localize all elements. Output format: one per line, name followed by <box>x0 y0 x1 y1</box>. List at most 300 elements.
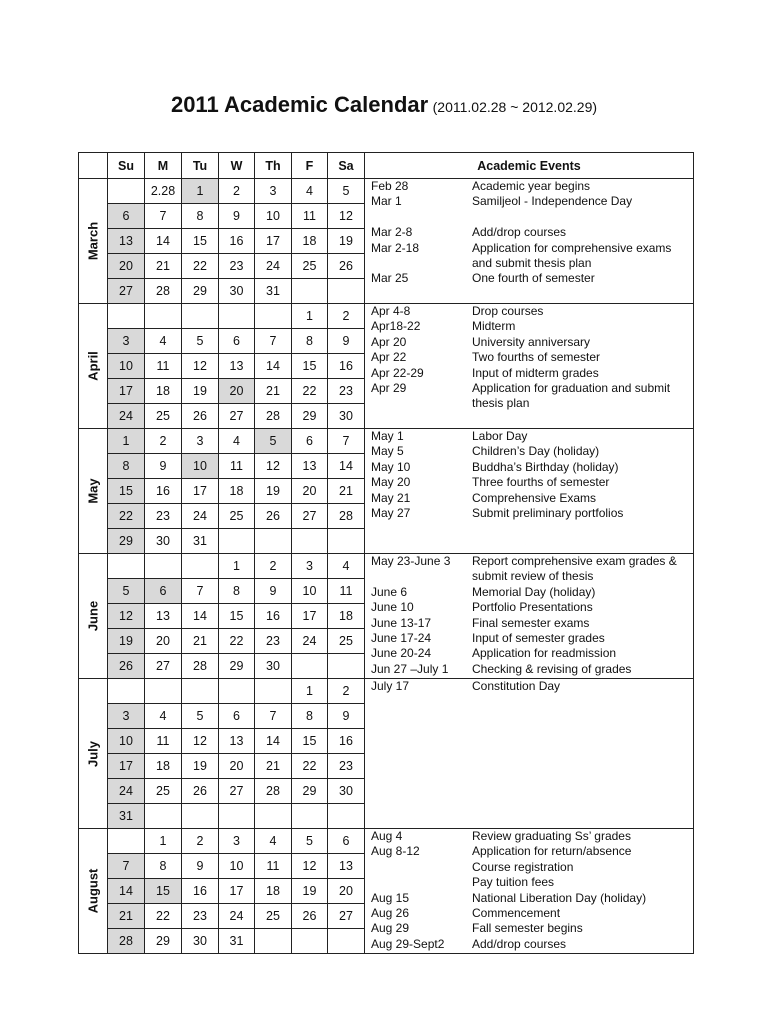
day-cell <box>108 679 145 704</box>
day-cell: 15 <box>145 879 182 904</box>
day-cell: 15 <box>182 229 219 254</box>
event-date: Apr 29 <box>371 381 407 396</box>
day-cell: 21 <box>255 754 292 779</box>
day-cell: 26 <box>328 254 365 279</box>
day-cell: 1 <box>292 679 328 704</box>
event-date <box>365 210 472 225</box>
header-row <box>79 153 694 179</box>
event-line <box>365 891 693 906</box>
day-cell: 10 <box>219 854 255 879</box>
day-cell: 14 <box>182 604 219 629</box>
event-line <box>365 600 693 615</box>
day-cell: 25 <box>145 404 182 429</box>
day-cell: 23 <box>328 754 365 779</box>
day-cell: 13 <box>219 354 255 379</box>
day-cell: 29 <box>182 279 219 304</box>
day-cell: 8 <box>108 454 145 479</box>
event-description: Final semester exams <box>472 615 590 630</box>
month-label-cell <box>79 679 108 829</box>
day-cell: 8 <box>219 579 255 604</box>
month-name: August <box>85 868 101 914</box>
event-line <box>365 194 693 209</box>
event-description: Input of semester grades <box>472 631 605 646</box>
day-cell: 3 <box>219 829 255 854</box>
day-cell: 24 <box>182 504 219 529</box>
day-cell: 29 <box>292 779 328 804</box>
day-cell: 14 <box>108 879 145 904</box>
day-cell: 4 <box>255 829 292 854</box>
day-cell: 2 <box>145 429 182 454</box>
calendar-table <box>78 152 694 954</box>
day-cell: 27 <box>219 779 255 804</box>
month-name: June <box>85 600 101 632</box>
event-description: Checking & revising of grades <box>472 661 632 676</box>
event-description: Memorial Day (holiday) <box>472 584 596 599</box>
event-line <box>365 921 693 936</box>
event-line <box>365 396 693 411</box>
day-cell <box>219 304 255 329</box>
day-cell: 27 <box>292 504 328 529</box>
month-label-cell <box>79 429 108 554</box>
event-description: Report comprehensive exam grades & <box>472 554 677 568</box>
day-cell: 2 <box>219 179 255 204</box>
events-cell <box>365 429 694 554</box>
day-cell <box>219 529 255 554</box>
day-cell <box>328 279 365 304</box>
day-cell: 18 <box>145 754 182 779</box>
event-date: Mar 1 <box>371 194 402 209</box>
event-line <box>365 662 693 677</box>
day-cell: 11 <box>328 579 365 604</box>
event-description: and submit thesis plan <box>472 256 592 271</box>
day-cell: 16 <box>182 879 219 904</box>
day-cell: 31 <box>182 529 219 554</box>
day-cell <box>255 929 292 954</box>
event-date: Apr 4-8 <box>371 304 411 318</box>
day-cell: 30 <box>328 779 365 804</box>
day-cell: 16 <box>328 354 365 379</box>
day-cell: 12 <box>328 204 365 229</box>
day-cell: 31 <box>255 279 292 304</box>
day-cell: 19 <box>255 479 292 504</box>
day-cell <box>328 654 365 679</box>
day-cell: 15 <box>292 729 328 754</box>
event-line <box>365 875 693 890</box>
day-cell: 7 <box>182 579 219 604</box>
event-date: Aug 29 <box>371 921 410 936</box>
day-cell: 21 <box>145 254 182 279</box>
event-line <box>365 381 693 396</box>
month-label-cell <box>79 304 108 429</box>
day-cell: 14 <box>145 229 182 254</box>
day-cell <box>255 804 292 829</box>
day-cell: 16 <box>255 604 292 629</box>
event-date: June 6 <box>371 584 408 599</box>
event-date: June 13-17 <box>371 615 432 630</box>
day-cell: 5 <box>182 704 219 729</box>
day-cell: 8 <box>292 704 328 729</box>
events-cell <box>365 829 694 954</box>
day-cell: 19 <box>182 379 219 404</box>
event-description: Review graduating Ss’ grades <box>472 829 631 843</box>
day-cell <box>108 179 145 204</box>
day-cell <box>292 529 328 554</box>
day-cell: 12 <box>182 354 219 379</box>
day-cell: 15 <box>219 604 255 629</box>
day-cell <box>292 654 328 679</box>
day-cell: 7 <box>328 429 365 454</box>
day-cell: 11 <box>145 354 182 379</box>
day-cell: 26 <box>292 904 328 929</box>
day-cell <box>108 554 145 579</box>
day-cell: 12 <box>182 729 219 754</box>
day-cell: 23 <box>255 629 292 654</box>
month-name: March <box>85 221 101 261</box>
event-line <box>365 304 693 319</box>
day-cell: 3 <box>255 179 292 204</box>
day-cell: 18 <box>255 879 292 904</box>
event-line <box>365 829 693 844</box>
event-line <box>365 335 693 350</box>
event-description <box>472 210 690 225</box>
event-date: Apr 22 <box>371 350 407 365</box>
day-cell: 8 <box>292 329 328 354</box>
day-cell: 2 <box>182 829 219 854</box>
week-row <box>79 429 694 454</box>
day-cell: 17 <box>292 604 328 629</box>
event-line <box>365 460 693 475</box>
day-cell: 11 <box>292 204 328 229</box>
day-cell: 30 <box>328 404 365 429</box>
event-line <box>365 906 693 921</box>
day-cell: 6 <box>292 429 328 454</box>
day-cell: 10 <box>255 204 292 229</box>
day-cell: 7 <box>108 854 145 879</box>
event-line <box>365 491 693 506</box>
day-cell: 26 <box>255 504 292 529</box>
day-cell: 26 <box>108 654 145 679</box>
day-cell: 3 <box>108 329 145 354</box>
day-cell: 21 <box>255 379 292 404</box>
header-day: Tu <box>182 153 219 179</box>
day-cell: 4 <box>145 704 182 729</box>
event-line <box>365 179 693 194</box>
day-cell: 14 <box>255 354 292 379</box>
day-cell: 27 <box>145 654 182 679</box>
event-line <box>365 679 693 694</box>
day-cell: 29 <box>292 404 328 429</box>
event-date: May 20 <box>371 475 411 490</box>
day-cell: 25 <box>255 904 292 929</box>
event-description: Children’s Day (holiday) <box>472 444 600 459</box>
event-description: submit review of thesis <box>472 569 594 584</box>
day-cell <box>219 679 255 704</box>
day-cell: 3 <box>108 704 145 729</box>
day-cell <box>219 804 255 829</box>
day-cell: 2 <box>328 679 365 704</box>
event-description: Comprehensive Exams <box>472 490 597 505</box>
day-cell <box>108 304 145 329</box>
header-day: M <box>145 153 182 179</box>
event-line <box>365 506 693 521</box>
day-cell: 3 <box>182 429 219 454</box>
day-cell <box>255 304 292 329</box>
event-line <box>365 225 693 240</box>
month-name: May <box>85 478 101 504</box>
event-date <box>365 396 472 411</box>
day-cell: 29 <box>108 529 145 554</box>
day-cell: 9 <box>219 204 255 229</box>
event-date: Aug 4 <box>371 829 403 843</box>
day-cell: 10 <box>292 579 328 604</box>
day-cell: 20 <box>108 254 145 279</box>
day-cell <box>108 829 145 854</box>
event-description: Application for return/absence <box>472 844 632 859</box>
day-cell: 26 <box>182 779 219 804</box>
month-name: April <box>85 351 101 381</box>
day-cell: 20 <box>219 379 255 404</box>
day-cell <box>145 304 182 329</box>
event-date <box>365 875 472 890</box>
day-cell: 28 <box>255 404 292 429</box>
event-description: Drop courses <box>472 304 544 318</box>
event-line <box>365 475 693 490</box>
day-cell: 13 <box>328 854 365 879</box>
day-cell: 20 <box>328 879 365 904</box>
day-cell: 15 <box>292 354 328 379</box>
event-date: June 17-24 <box>371 631 432 646</box>
day-cell: 27 <box>108 279 145 304</box>
day-cell <box>328 804 365 829</box>
day-cell: 18 <box>219 479 255 504</box>
day-cell: 11 <box>145 729 182 754</box>
day-cell: 17 <box>182 479 219 504</box>
day-cell <box>255 529 292 554</box>
month-name: July <box>85 740 101 767</box>
day-cell: 12 <box>108 604 145 629</box>
event-line <box>365 937 693 952</box>
day-cell: 7 <box>255 329 292 354</box>
day-cell <box>292 929 328 954</box>
event-description: Application for readmission <box>472 646 617 661</box>
day-cell: 6 <box>145 579 182 604</box>
day-cell: 2 <box>255 554 292 579</box>
day-cell: 23 <box>219 254 255 279</box>
events-cell <box>365 179 694 304</box>
header-blank <box>79 153 108 179</box>
day-cell: 8 <box>145 854 182 879</box>
event-line <box>365 860 693 875</box>
event-line <box>365 271 693 286</box>
day-cell: 1 <box>182 179 219 204</box>
event-description: Buddha’s Birthday (holiday) <box>472 459 619 474</box>
event-description: Submit preliminary portfolios <box>472 506 624 521</box>
event-line <box>365 569 693 584</box>
day-cell <box>182 304 219 329</box>
day-cell: 18 <box>292 229 328 254</box>
month-label-cell <box>79 179 108 304</box>
event-date: Aug 26 <box>371 906 410 921</box>
month-label-cell <box>79 554 108 679</box>
event-date: May 27 <box>371 506 411 521</box>
day-cell: 22 <box>182 254 219 279</box>
event-description: Labor Day <box>472 429 528 443</box>
day-cell: 26 <box>182 404 219 429</box>
day-cell: 30 <box>182 929 219 954</box>
header-day: W <box>219 153 255 179</box>
event-date <box>365 256 472 271</box>
day-cell <box>292 804 328 829</box>
week-row <box>79 679 694 704</box>
day-cell <box>182 804 219 829</box>
day-cell <box>182 679 219 704</box>
day-cell: 5 <box>328 179 365 204</box>
event-date: Aug 29-Sept2 <box>371 936 445 951</box>
day-cell: 9 <box>145 454 182 479</box>
day-cell: 6 <box>328 829 365 854</box>
event-description: Commencement <box>472 906 561 921</box>
day-cell: 20 <box>219 754 255 779</box>
day-cell: 21 <box>108 904 145 929</box>
day-cell: 16 <box>328 729 365 754</box>
day-cell: 19 <box>292 879 328 904</box>
day-cell: 29 <box>219 654 255 679</box>
event-line <box>365 319 693 334</box>
day-cell: 19 <box>328 229 365 254</box>
event-description: Application for graduation and submit <box>472 381 671 396</box>
day-cell: 6 <box>219 329 255 354</box>
event-date: May 23-June 3 <box>371 554 451 568</box>
event-date: Mar 2-8 <box>371 225 413 240</box>
month-label-cell <box>79 829 108 954</box>
day-cell: 25 <box>292 254 328 279</box>
week-row <box>79 179 694 204</box>
event-date: June 20-24 <box>371 646 432 661</box>
event-line <box>365 585 693 600</box>
event-date: May 5 <box>371 444 404 459</box>
event-date: Aug 15 <box>371 890 410 905</box>
day-cell: 1 <box>219 554 255 579</box>
day-cell <box>255 679 292 704</box>
day-cell: 6 <box>108 204 145 229</box>
event-description: Course registration <box>472 859 574 874</box>
day-cell: 21 <box>182 629 219 654</box>
day-cell: 3 <box>292 554 328 579</box>
day-cell: 24 <box>255 254 292 279</box>
day-cell: 24 <box>219 904 255 929</box>
day-cell: 15 <box>108 479 145 504</box>
event-date: Apr18-22 <box>371 319 421 334</box>
day-cell: 16 <box>145 479 182 504</box>
day-cell: 30 <box>145 529 182 554</box>
day-cell: 23 <box>145 504 182 529</box>
day-cell: 18 <box>145 379 182 404</box>
week-row <box>79 829 694 854</box>
day-cell: 4 <box>328 554 365 579</box>
day-cell: 5 <box>108 579 145 604</box>
day-cell: 20 <box>145 629 182 654</box>
event-line <box>365 646 693 661</box>
event-line <box>365 631 693 646</box>
event-description: Pay tuition fees <box>472 875 555 890</box>
day-cell: 5 <box>255 429 292 454</box>
day-cell: 1 <box>292 304 328 329</box>
day-cell: 28 <box>328 504 365 529</box>
day-cell: 28 <box>182 654 219 679</box>
events-cell <box>365 304 694 429</box>
day-cell: 19 <box>182 754 219 779</box>
day-cell: 1 <box>108 429 145 454</box>
week-row <box>79 554 694 579</box>
day-cell: 12 <box>255 454 292 479</box>
page-title <box>0 92 768 118</box>
event-date: May 10 <box>371 459 411 474</box>
day-cell: 25 <box>145 779 182 804</box>
event-line <box>365 241 693 256</box>
day-cell: 13 <box>145 604 182 629</box>
day-cell: 31 <box>108 804 145 829</box>
calendar-body <box>79 179 694 954</box>
day-cell: 9 <box>255 579 292 604</box>
day-cell: 9 <box>328 704 365 729</box>
day-cell: 23 <box>328 379 365 404</box>
day-cell: 24 <box>292 629 328 654</box>
day-cell: 22 <box>219 629 255 654</box>
event-date <box>365 569 472 584</box>
event-date: May 1 <box>371 429 404 443</box>
header-day: Su <box>108 153 145 179</box>
event-description: Portfolio Presentations <box>472 600 593 615</box>
event-description: Input of midterm grades <box>472 365 599 380</box>
event-description: Midterm <box>472 319 516 334</box>
day-cell: 2.28 <box>145 179 182 204</box>
event-line <box>365 366 693 381</box>
event-date: Mar 2-18 <box>371 240 420 255</box>
event-date: Aug 8-12 <box>371 844 420 859</box>
day-cell: 27 <box>219 404 255 429</box>
event-description: National Liberation Day (holiday) <box>472 890 647 905</box>
event-date: Jun 27 –July 1 <box>371 661 449 676</box>
day-cell: 23 <box>182 904 219 929</box>
event-date: Apr 20 <box>371 334 407 349</box>
day-cell <box>328 529 365 554</box>
title-main: 2011 Academic Calendar <box>170 92 429 117</box>
day-cell: 10 <box>182 454 219 479</box>
day-cell: 1 <box>145 829 182 854</box>
day-cell: 22 <box>292 754 328 779</box>
event-date: June 10 <box>371 600 414 615</box>
event-line <box>365 616 693 631</box>
day-cell: 27 <box>328 904 365 929</box>
event-description: Add/drop courses <box>472 936 567 951</box>
day-cell: 11 <box>255 854 292 879</box>
event-line <box>365 554 693 569</box>
day-cell: 25 <box>219 504 255 529</box>
event-date: Mar 25 <box>371 271 409 286</box>
day-cell: 12 <box>292 854 328 879</box>
event-date: July 17 <box>371 679 410 693</box>
event-description: Two fourths of semester <box>472 350 601 365</box>
event-description: Constitution Day <box>472 679 561 693</box>
day-cell: 16 <box>219 229 255 254</box>
day-cell: 6 <box>219 704 255 729</box>
day-cell: 17 <box>108 379 145 404</box>
day-cell: 13 <box>108 229 145 254</box>
header-day: Sa <box>328 153 365 179</box>
day-cell <box>145 554 182 579</box>
day-cell <box>328 929 365 954</box>
day-cell: 5 <box>292 829 328 854</box>
